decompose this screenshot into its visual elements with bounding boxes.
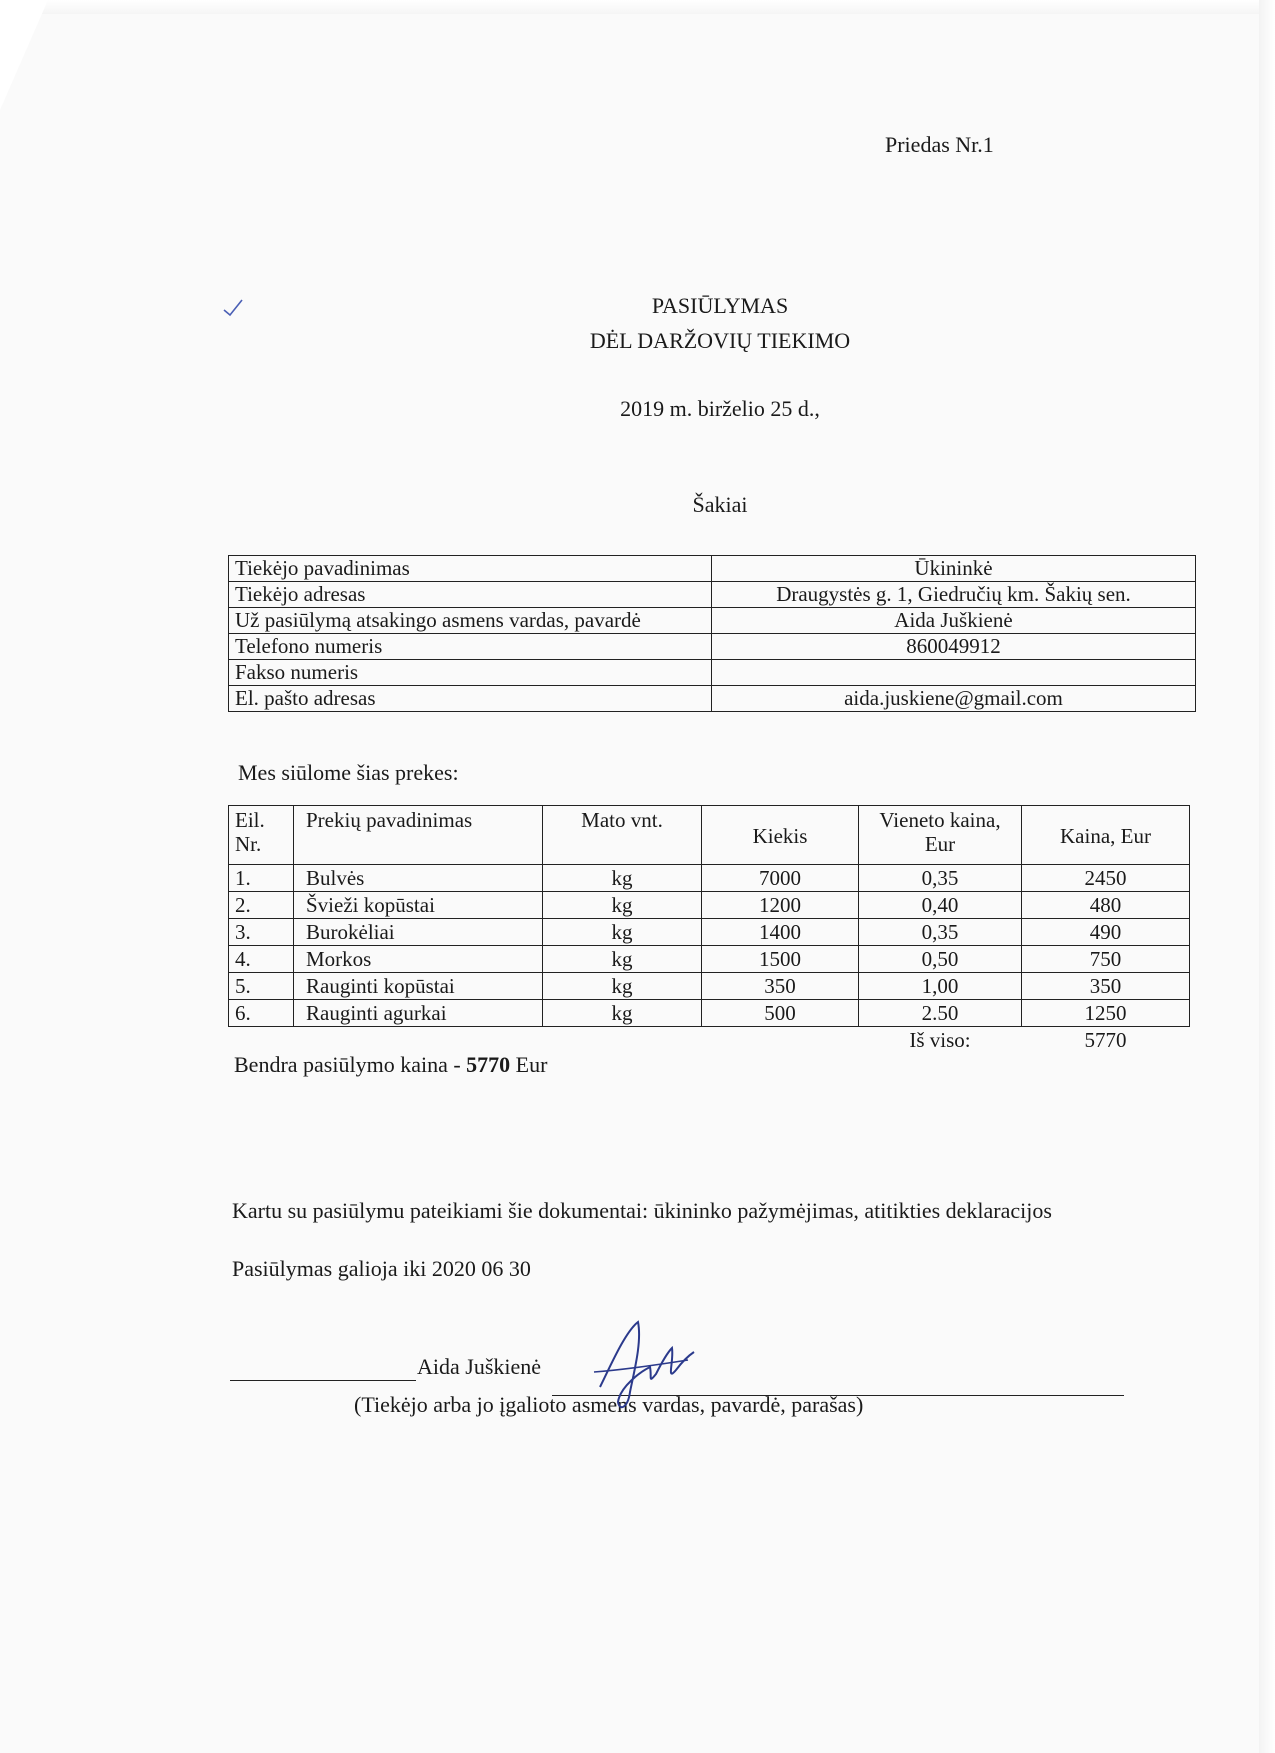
header-unit: Mato vnt. [543, 806, 702, 865]
total-value: 5770 [1084, 1028, 1127, 1052]
info-value: Draugystės g. 1, Giedručių km. Šakių sen. [712, 582, 1196, 608]
cell-unit: kg [543, 892, 702, 919]
info-row [229, 582, 1196, 608]
validity-line: Pasiūlymas galioja iki 2020 06 30 [232, 1256, 531, 1281]
cell-nr: 4. [229, 946, 294, 973]
supplier-info-table [228, 555, 1196, 712]
info-value: Ūkininkė [712, 556, 1196, 582]
total-price-suffix: Eur [510, 1052, 548, 1077]
cell-nr: 5. [229, 973, 294, 1000]
cell-qty: 500 [702, 1000, 859, 1027]
goods-table [228, 805, 1190, 1053]
header-nr: Eil. Nr. [229, 806, 294, 865]
info-value: Aida Juškienė [712, 608, 1196, 634]
info-label: Tiekėjo adresas [229, 582, 712, 608]
cell-name: Švieži kopūstai [294, 892, 543, 919]
handwritten-signature-icon [590, 1312, 700, 1422]
info-label: Tiekėjo pavadinimas [229, 556, 712, 582]
info-label: El. pašto adresas [229, 686, 712, 712]
total-price-prefix: Bendra pasiūlymo kaina - [234, 1052, 467, 1077]
cell-unit-price: 1,00 [859, 973, 1022, 1000]
info-label: Fakso numeris [229, 660, 712, 686]
cell-unit: kg [543, 973, 702, 1000]
cell-qty: 1200 [702, 892, 859, 919]
cell-unit-price: 0,35 [859, 865, 1022, 892]
info-label: Už pasiūlymą atsakingo asmens vardas, pavardė [229, 608, 712, 634]
signer-name: Aida Juškienė [417, 1354, 542, 1379]
cell-name: Burokėliai [294, 919, 543, 946]
cell-nr: 1. [229, 865, 294, 892]
cell-unit: kg [543, 1000, 702, 1027]
info-row [229, 556, 1196, 582]
total-label: Iš viso: [909, 1028, 971, 1052]
table-row [229, 892, 1190, 919]
folded-corner [0, 0, 48, 110]
cell-unit-price: 2.50 [859, 1000, 1022, 1027]
cell-price: 490 [1022, 919, 1190, 946]
info-row [229, 686, 1196, 712]
documents-line: Kartu su pasiūlymu pateikiami šie dokumentai: ūkininko pažymėjimas, atitikties deklaracijos [232, 1198, 1052, 1223]
total-price-amount: 5770 [466, 1052, 511, 1077]
cell-price: 750 [1022, 946, 1190, 973]
header-qty: Kiekis [702, 806, 859, 865]
cell-nr: 2. [229, 892, 294, 919]
cell-name: Rauginti kopūstai [294, 973, 543, 1000]
cell-unit-price: 0,40 [859, 892, 1022, 919]
cell-unit: kg [543, 919, 702, 946]
cell-nr: 3. [229, 919, 294, 946]
table-row [229, 1000, 1190, 1027]
table-row [229, 865, 1190, 892]
cell-qty: 1500 [702, 946, 859, 973]
paper-top-edge [0, 0, 1275, 14]
cell-qty: 1400 [702, 919, 859, 946]
table-row [229, 946, 1190, 973]
info-row [229, 608, 1196, 634]
document-subtitle: DĖL DARŽOVIŲ TIEKIMO [589, 328, 851, 353]
cell-qty: 7000 [702, 865, 859, 892]
cell-price: 350 [1022, 973, 1190, 1000]
paper-right-edge [1259, 0, 1275, 1753]
table-row [229, 973, 1190, 1000]
cell-price: 2450 [1022, 865, 1190, 892]
table-row [229, 919, 1190, 946]
document-place: Šakiai [692, 492, 748, 517]
info-value: aida.juskiene@gmail.com [712, 686, 1196, 712]
cell-name: Bulvės [294, 865, 543, 892]
info-row [229, 634, 1196, 660]
header-price: Kaina, Eur [1022, 806, 1190, 865]
goods-intro: Mes siūlome šias prekes: [238, 760, 459, 785]
cell-qty: 350 [702, 973, 859, 1000]
cell-unit: kg [543, 946, 702, 973]
cell-name: Rauginti agurkai [294, 1000, 543, 1027]
cell-unit: kg [543, 865, 702, 892]
info-label: Telefono numeris [229, 634, 712, 660]
cell-nr: 6. [229, 1000, 294, 1027]
signature-line-left [230, 1380, 416, 1381]
info-value: 860049912 [712, 634, 1196, 660]
cell-unit-price: 0,35 [859, 919, 1022, 946]
cell-price: 1250 [1022, 1000, 1190, 1027]
signature-caption: (Tiekėjo arba jo įgalioto asmens vardas, pavardė, parašas) [354, 1392, 864, 1417]
info-value [712, 660, 1196, 686]
goods-total-row [229, 1027, 1190, 1054]
document-title: PASIŪLYMAS [651, 293, 789, 318]
document-date: 2019 m. birželio 25 d., [620, 396, 820, 421]
annex-label: Priedas Nr.1 [885, 132, 994, 157]
header-unit-price: Vieneto kaina, Eur [859, 806, 1022, 865]
goods-header-row [229, 806, 1190, 865]
cell-name: Morkos [294, 946, 543, 973]
cell-unit-price: 0,50 [859, 946, 1022, 973]
header-name: Prekių pavadinimas [294, 806, 543, 865]
cell-price: 480 [1022, 892, 1190, 919]
total-price-line [234, 1052, 547, 1078]
info-row [229, 660, 1196, 686]
